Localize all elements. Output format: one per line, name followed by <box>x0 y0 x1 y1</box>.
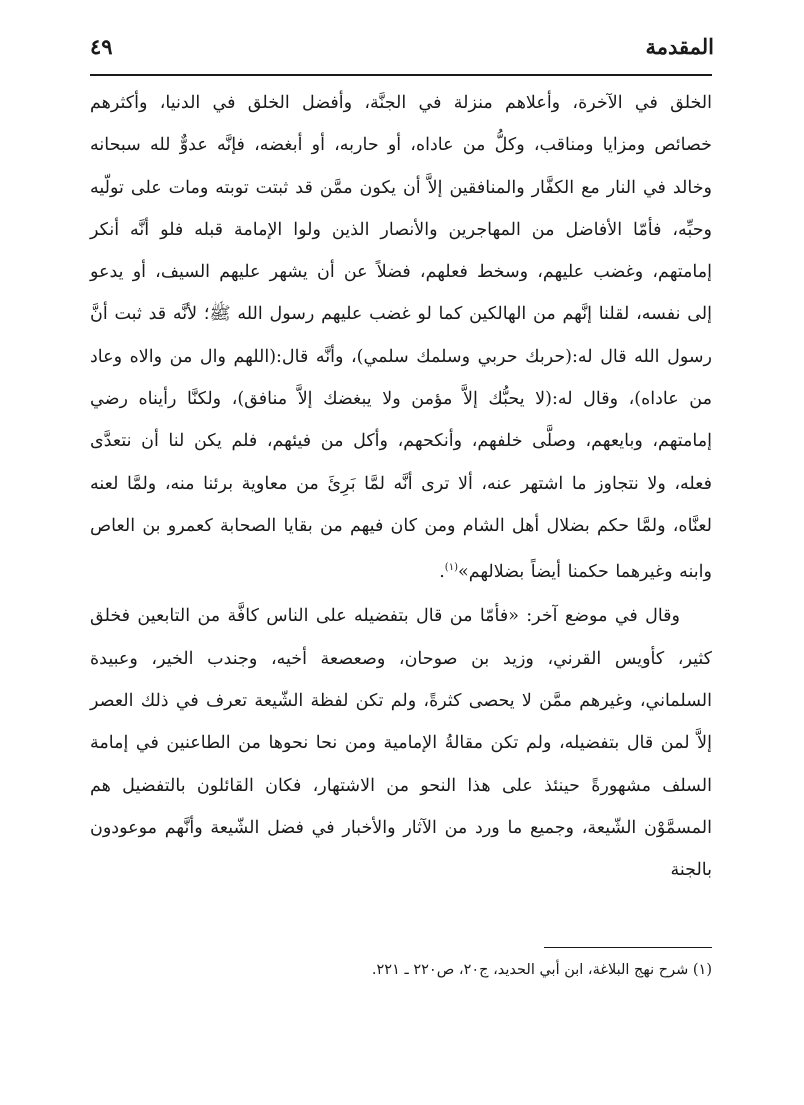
footnote: (١) شرح نهج البلاغة، ابن أبي الحديد، ج٢٠، ص٢٢٠ ـ ٢٢١. <box>371 962 712 978</box>
running-header <box>90 26 714 66</box>
footnote-ref: (١) <box>444 562 458 574</box>
header-rule <box>90 74 712 76</box>
main-text <box>90 82 712 891</box>
paragraph-2: وقال في موضع آخر: «فأمّا من قال بتفضيله على الناس كافَّة من التابعين فخلق كثير، كأويس القرني، وزيد بن صوحان، وصعصعة أخيه، وجندب الخير، وعبيدة السلماني، وغيرهم ممَّن لا يحصى كثرةً، ولم تكن لفظة الشّيعة تعرف في ذلك العصر إلاَّ لمن قال بتفضيله، ولم تكن مقالةُ الإمامية ومن نحا نحوها من الطاعنين في إمامة السلف مشهورةً حينئذ على هذا النحو من الاشتهار، فكان القائلون بالتفضيل هم المسمَّوْن الشّيعة، وجميع ما ورد من الآثار والأخبار في فضل الشّيعة وأنَّهم موعودون بالجنة <box>90 606 712 881</box>
paragraph-1-text: الخلق في الآخرة، وأعلاهم منزلة في الجنَّة، وأفضل الخلق في الدنيا، وأكثرهم خصائص ومزايا ومناقب، وكلُّ من عاداه، أو حاربه، أو أبغضه، فإنَّه عدوٌّ لله سبحانه وخالد في النار مع الكفَّار والمنافقين إلاَّ أن يكون ممَّن قد ثبتت توبته ومات على تولّيه وحبِّه، فأمّا الأفاضل من المهاجرين والأنصار الذين ولوا الإمامة قبله فلو أنَّه أنكر إمامتهم، وغضب عليهم، وسخط فعلهم، فضلاً عن أن يشهر عليهم السيف، أو يدعو إلى نفسه، لقلنا إنَّهم من الهالكين كما لو غضب عليهم رسول الله ﷺ؛ لأنَّه قد ثبت أنَّ رسول الله قال له:(حربك حربي وسلمك سلمي)، وأنَّه قال:(اللهم وال من والاه وعاد من عاداه)، وقال له:(لا يحبُّك إلاَّ مؤمن ولا يبغضك إلاَّ منافق)، ولكنَّا رأيناه رضي إمامتهم، وبايعهم، وصلَّى خلفهم، وأنكحهم، وأكل من فيئهم، فلم يكن لنا أن نتعدَّى فعله، ولا نتجاوز ما اشتهر عنه، ألا ترى أنَّه لمَّا بَرِئَ من معاوية برئنا منه، ولمَّا لعنه لعنَّاه، ولمَّا حكم بضلال أهل الشام ومن كان فيهم من بقايا الصحابة كعمرو بن العاص وابنه وغيرهما حكمنا أيضاً بضلالهم» <box>90 93 712 583</box>
page-number: ٤٩ <box>90 33 113 59</box>
section-title: المقدمة <box>645 33 714 59</box>
footnote-rule <box>544 947 712 948</box>
paragraph-1 <box>90 82 712 593</box>
paragraph-1-end: . <box>439 562 445 583</box>
